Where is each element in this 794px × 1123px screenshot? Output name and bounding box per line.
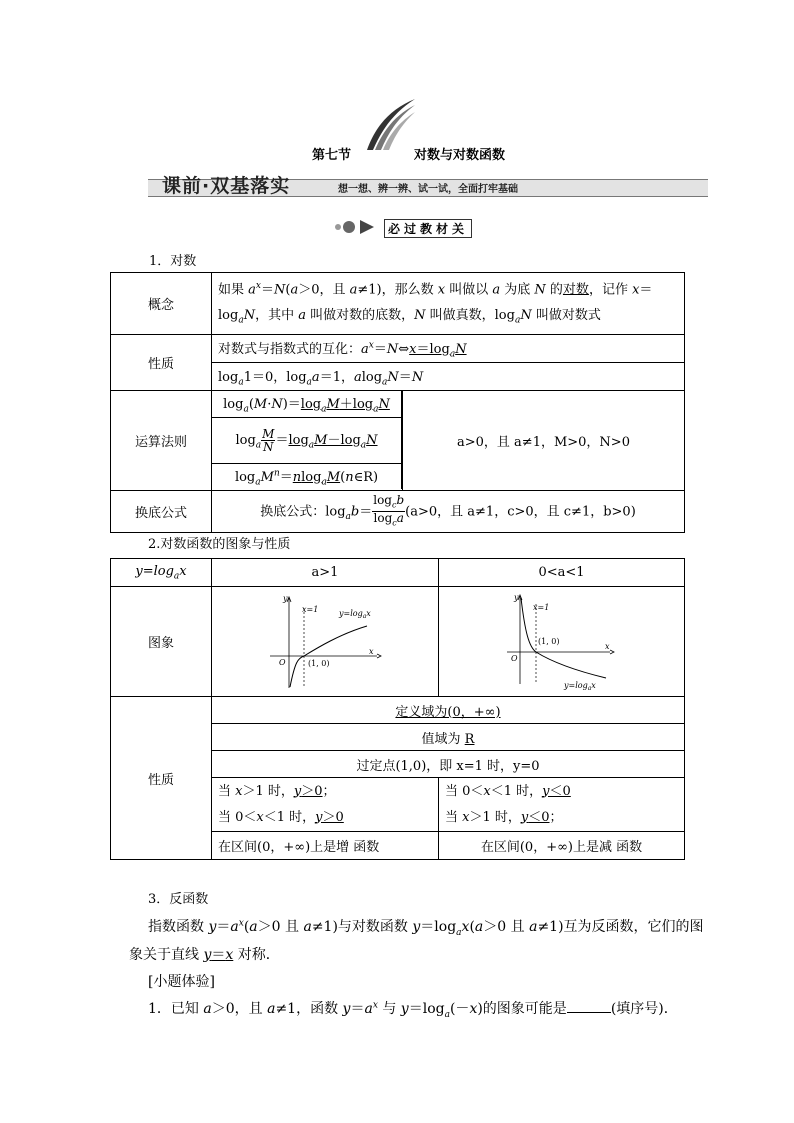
heading-inverse: 3．反函数 (148, 892, 209, 907)
change-base-label: 换底公式 (111, 490, 212, 532)
fixed-point-text: 过定点(1,0)，即 x=1 时，y=0 (212, 751, 685, 778)
svg-text:x=1: x=1 (532, 602, 549, 612)
banner-sub-text: 想一想、辨一辨、试一试，全面打牢基础 (338, 184, 518, 195)
logarithm-table (110, 272, 685, 533)
header-a-gt-1: a>1 (212, 559, 439, 587)
change-condition: (a>0，且 a≠1，c>0，且 c≠1，b>0) (405, 503, 636, 519)
page-title: 对数与对数函数 (414, 148, 506, 163)
svg-text:x=1: x=1 (302, 604, 319, 614)
graph-left-cell (212, 587, 439, 697)
stamp-label: 必过教材关 (384, 219, 472, 238)
svg-text:(1, 0): (1, 0) (537, 636, 560, 646)
svg-text:x: x (369, 646, 374, 656)
rules-label: 运算法则 (111, 390, 212, 490)
sign-decreasing: 当 0＜x＜1 时，y＜0 当 x＞1 时，y＜0； (439, 778, 685, 832)
heading-log-function: 2.对数函数的图象与性质 (148, 537, 291, 552)
svg-text:y: y (513, 592, 519, 602)
monotonic-decreasing: 在区间(0，+∞)上是减 函数 (439, 832, 685, 860)
concept-label: 概念 (111, 273, 212, 335)
exp-log-conversion: 对数式与指数式的互化：$a^x=N\Leftrightarrow x=\log_aN$ (212, 334, 685, 362)
range-text: 值域为 R (212, 724, 685, 751)
svg-text:O: O (279, 657, 286, 667)
svg-text:(1, 0): (1, 0) (308, 658, 330, 668)
log-identities: $\log_a1=0$，$\log_aa=1$，alog$_a$N＝N (212, 362, 685, 390)
header-a-lt-1: 0<a<1 (439, 559, 685, 587)
bullet-dots-icon (334, 218, 380, 236)
property-label: 性质 (111, 334, 212, 390)
heading-logarithm: 1．对数 (149, 254, 197, 269)
banner (148, 175, 708, 197)
graph-label: 图象 (111, 587, 212, 697)
graph-decreasing (502, 592, 622, 692)
banner-main-text: 课前·双基落实 (162, 175, 291, 197)
rule-power: $\log_aM^n=nlog_aM(n\in R)$ (212, 463, 402, 489)
svg-text:O: O (510, 653, 518, 663)
rules-cell (212, 390, 403, 490)
sign-increasing: 当 x＞1 时，y＞0； 当 0＜x＜1 时，y＞0 (212, 778, 439, 832)
practice-question-1: 1．已知 a＞0，且 a≠1，函数 $y=a^x$ 与 $y=\log_a(-x)$的图象可能是 (填序号)． (148, 1000, 678, 1020)
rule-product: $\log_a(M\cdot N)=\log_aM+\log_aN$ (212, 391, 402, 417)
monotonic-increasing: 在区间(0，+∞)上是增 函数 (212, 832, 439, 860)
rule-quotient: $\log_a$ $\frac{M}{N}$ $=\log_aM-\log_aN$ (212, 417, 402, 463)
svg-text:x: x (604, 641, 610, 651)
section-number: 第七节 (312, 148, 352, 163)
inverse-paragraph-line1: 指数函数 $y=a^x(a>0$ 且 a≠1)与对数函数 $y=\log_ax(a>0$ 且 a≠1)互为反函数，它们的图 (148, 918, 704, 938)
change-base-formula: 换底公式：$\log_ab=$ $\frac{\log_cb}{\log_ca}$ (a>0，且 a≠1，c>0，且 c≠1，b>0) (212, 490, 685, 532)
rules-condition: a>0，且 a≠1，M>0，N>0 (403, 390, 685, 490)
swoosh-logo-icon (365, 97, 417, 152)
inverse-paragraph-line2: 象关于直线 y＝x 对称． (129, 947, 280, 963)
svg-text:y=logax: $y=\log_ax$ (563, 680, 596, 692)
header-function: $y=\log_ax$ (111, 559, 212, 587)
graph-increasing (265, 592, 385, 692)
practice-heading: [小题体验] (148, 974, 215, 990)
svg-text:y=logax: $y=\log_ax$ (339, 608, 371, 620)
concept-text: 如果 $a^x=N(a>0$，且 a≠1)，那么数 x 叫做以 a 为底 N 的对数，记作 x＝ $\log_aN$，其中 a 叫做对数的底数，N 叫做真数，$\log_aN$ 叫做对数式 (212, 273, 685, 335)
domain-text: 定义域为(0，+∞) (212, 697, 685, 724)
function-property-label: 性质 (111, 697, 212, 860)
svg-text:y: y (283, 593, 288, 603)
graph-right-cell (439, 587, 685, 697)
change-prefix: 换底公式：log (260, 503, 346, 519)
log-function-table (110, 558, 685, 860)
